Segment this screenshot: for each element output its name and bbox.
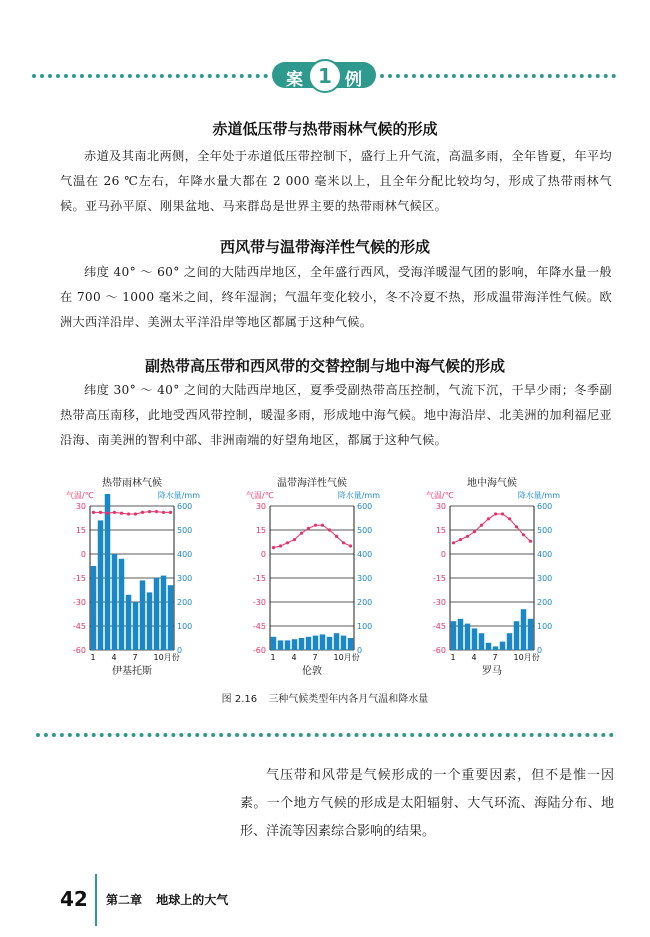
chart-ylabel-left: 气温/℃ xyxy=(426,491,454,500)
chart-temp-point xyxy=(487,517,490,520)
chart-temp-tick: -45 xyxy=(432,622,446,631)
case-badge-number: 1 xyxy=(308,59,342,93)
chart-x-tick: 7 xyxy=(492,653,498,662)
chart-precip-bar xyxy=(334,633,340,650)
chart-precip-tick: 200 xyxy=(357,598,373,607)
chart-temp-point xyxy=(148,510,151,513)
chart-precip-bar xyxy=(147,592,153,650)
chart-temp-point xyxy=(120,512,123,515)
chart-x-tick: 7 xyxy=(132,653,138,662)
chart-precip-bar xyxy=(299,638,305,650)
chart-precip-bar xyxy=(278,640,284,650)
climate-chart-2 xyxy=(246,476,380,677)
chart-ylabel-right: 降水量/mm xyxy=(517,491,560,500)
chart-station-name: 罗马 xyxy=(482,666,502,677)
chart-precip-bar xyxy=(458,619,464,650)
chart-x-tick: 1 xyxy=(270,653,276,662)
chart-precip-bar xyxy=(479,633,485,650)
footer-divider xyxy=(95,874,97,926)
chart-temp-point xyxy=(99,511,102,514)
chart-precip-bar xyxy=(514,621,520,650)
chart-temp-point xyxy=(141,511,144,514)
section-title-rainforest: 赤道低压带与热带雨林气候的形成 xyxy=(212,120,438,138)
chart-ylabel-right: 降水量/mm xyxy=(157,491,200,500)
chart-precip-tick: 100 xyxy=(177,622,193,631)
section-text-rainforest: 赤道及其南北两侧，全年处于赤道低压带控制下，盛行上升气流，高温多雨，全年皆夏，年平均气温在 26 ℃左右，年降水量大都在 2 000 毫米以上，且全年分配比较均匀，形成了热带雨林气候。亚马孙平原、刚果盆地、马来群岛是世界主要的热带雨林气候区。 xyxy=(60,149,612,213)
chart-temp-point xyxy=(494,512,497,515)
chart-temp-point xyxy=(293,538,296,541)
chart-precip-bar xyxy=(168,585,174,650)
chart-precip-bar xyxy=(105,494,111,650)
chart-precip-bar xyxy=(140,580,146,650)
chart-precip-bar xyxy=(126,595,132,650)
case-badge-left-char: 案 xyxy=(286,70,303,90)
header-dotted-line-left xyxy=(32,74,268,78)
chart-precip-bar xyxy=(271,637,277,650)
chart-temp-tick: -30 xyxy=(72,598,86,607)
chart-precip-tick: 600 xyxy=(177,502,193,511)
note-text: 气压带和风带是气候形成的一个重要因素，但不是惟一因素。一个地方气候的形成是太阳辐射、大气环流、海陆分布、地形、洋流等因素综合影响的结果。 xyxy=(240,768,614,839)
chart-temp-tick: 15 xyxy=(255,526,266,535)
chart-temp-point xyxy=(522,533,525,536)
chart-precip-bar xyxy=(320,634,326,650)
chart-temp-tick: -60 xyxy=(432,646,446,655)
chart-precip-tick: 500 xyxy=(357,526,373,535)
chart-temp-point xyxy=(307,527,310,530)
chart-temp-tick: 30 xyxy=(435,502,446,511)
chart-temp-point xyxy=(342,541,345,544)
chart-precip-tick: 0 xyxy=(357,646,363,655)
chart-temp-point xyxy=(508,517,511,520)
chart-temp-line xyxy=(274,525,351,547)
chart-x-tick: 10月份 xyxy=(153,653,180,662)
chart-precip-bar xyxy=(313,636,319,650)
chart-precip-tick: 0 xyxy=(177,646,183,655)
chart-temp-tick: 0 xyxy=(440,550,446,559)
chart-temp-point xyxy=(452,541,455,544)
chart-temp-tick: -15 xyxy=(432,574,446,583)
section-text-oceanic: 纬度 40° ～ 60° 之间的大陆西岸地区，全年盛行西风，受海洋暖湿气团的影响，年降水量一般在 700 ～ 1000 毫米之间，终年湿润；气温年变化较小，冬不冷夏不热，形成温带海洋性气候。欧洲大西洋沿岸、美洲太平洋沿岸等地区都属于这种气候。 xyxy=(60,265,612,329)
chart-temp-tick: 30 xyxy=(75,502,86,511)
chart-temp-tick: -30 xyxy=(252,598,266,607)
chart-temp-point xyxy=(279,544,282,547)
chart-temp-point xyxy=(480,524,483,527)
chart-title: 温带海洋性气候 xyxy=(277,478,347,489)
chart-precip-bar xyxy=(500,642,506,650)
chart-temp-line xyxy=(454,514,531,543)
chart-temp-point xyxy=(92,511,95,514)
chart-temp-point xyxy=(335,535,338,538)
chapter-label xyxy=(106,891,228,908)
climate-chart-1 xyxy=(66,476,200,677)
chart-temp-point xyxy=(466,535,469,538)
page-number: 42 xyxy=(60,887,88,911)
chart-temp-point xyxy=(501,512,504,515)
chart-temp-tick: 0 xyxy=(80,550,86,559)
chart-temp-tick: -45 xyxy=(72,622,86,631)
chart-temp-tick: -30 xyxy=(432,598,446,607)
chart-temp-tick: 15 xyxy=(75,526,86,535)
chart-temp-point xyxy=(134,512,137,515)
chart-precip-bar xyxy=(472,628,478,650)
chart-temp-point xyxy=(300,532,303,535)
chart-ylabel-left: 气温/℃ xyxy=(66,491,94,500)
header-dotted-line-right xyxy=(380,74,616,78)
chart-temp-tick: -15 xyxy=(72,574,86,583)
climate-charts xyxy=(60,470,600,690)
chart-temp-point xyxy=(473,530,476,533)
chart-precip-bar xyxy=(161,576,167,650)
chart-temp-point xyxy=(155,510,158,513)
chart-precip-tick: 500 xyxy=(537,526,553,535)
chart-temp-point xyxy=(314,524,317,527)
chart-precip-bar xyxy=(306,637,312,650)
chart-precip-bar xyxy=(486,643,492,650)
chart-precip-bar xyxy=(465,624,471,650)
chart-precip-bar xyxy=(528,619,534,650)
chart-precip-bar xyxy=(521,609,527,650)
chart-temp-point xyxy=(106,512,109,515)
chart-precip-bar xyxy=(341,636,347,650)
chart-precip-bar xyxy=(133,602,139,650)
chart-temp-point xyxy=(529,540,532,543)
chart-temp-point xyxy=(286,541,289,544)
section-text-mediterranean: 纬度 30° ～ 40° 之间的大陆西岸地区，夏季受副热带高压控制，气流下沉，干旱少雨；冬季副热带高压南移，此地受西风带控制，暖湿多雨，形成地中海气候。地中海沿岸、北美洲的加利福尼亚沿海、南美洲的智利中部、非洲南端的好望角地区，都属于这种气候。 xyxy=(60,383,612,447)
chart-station-name: 伊基托斯 xyxy=(112,666,152,677)
chart-temp-point xyxy=(321,524,324,527)
chart-x-tick: 4 xyxy=(471,653,477,662)
chart-precip-tick: 100 xyxy=(537,622,553,631)
chart-precip-tick: 0 xyxy=(537,646,543,655)
case-badge-right-char: 例 xyxy=(345,70,362,90)
section-title-oceanic: 西风带与温带海洋性气候的形成 xyxy=(219,238,430,256)
chart-ylabel-right: 降水量/mm xyxy=(337,491,380,500)
chart-precip-tick: 400 xyxy=(177,550,193,559)
climate-charts-svg xyxy=(60,470,600,690)
chart-precip-tick: 600 xyxy=(357,502,373,511)
chart-precip-tick: 300 xyxy=(537,574,553,583)
figure-caption-text: 三种气候类型年内各月气温和降水量 xyxy=(268,694,429,705)
chart-precip-bar xyxy=(112,554,118,650)
chart-temp-point xyxy=(272,546,275,549)
case-badge xyxy=(272,62,376,88)
chart-precip-bar xyxy=(451,621,457,650)
chart-precip-tick: 400 xyxy=(537,550,553,559)
chart-precip-bar xyxy=(98,520,104,650)
chart-precip-tick: 300 xyxy=(177,574,193,583)
chart-temp-point xyxy=(349,544,352,547)
chart-temp-point xyxy=(169,511,172,514)
chart-precip-bar xyxy=(154,578,160,650)
section-title-mediterranean: 副热带高压带和西风带的交替控制与地中海气候的形成 xyxy=(144,357,505,375)
chart-temp-tick: -15 xyxy=(252,574,266,583)
chart-x-tick: 10月份 xyxy=(513,653,540,662)
chart-title: 地中海气候 xyxy=(467,478,517,489)
chart-precip-bar xyxy=(327,637,333,650)
chart-temp-point xyxy=(113,511,116,514)
chapter-number: 第二章 xyxy=(106,893,143,907)
chart-temp-point xyxy=(459,538,462,541)
chart-precip-tick: 200 xyxy=(177,598,193,607)
chart-temp-point xyxy=(127,512,130,515)
chart-station-name: 伦敦 xyxy=(302,666,322,677)
chart-precip-bar xyxy=(292,639,298,650)
chart-ylabel-left: 气温/℃ xyxy=(246,491,274,500)
chart-precip-tick: 500 xyxy=(177,526,193,535)
chart-title: 热带雨林气候 xyxy=(102,478,162,489)
chart-x-tick: 7 xyxy=(312,653,318,662)
chapter-title: 地球上的大气 xyxy=(156,893,229,907)
divider-dotted-line xyxy=(36,733,614,737)
chart-precip-tick: 100 xyxy=(357,622,373,631)
chart-temp-tick: 30 xyxy=(255,502,266,511)
chart-precip-bar xyxy=(285,640,291,650)
chart-precip-tick: 300 xyxy=(357,574,373,583)
chart-x-tick: 4 xyxy=(291,653,297,662)
chart-temp-tick: -60 xyxy=(72,646,86,655)
chart-temp-tick: 15 xyxy=(435,526,446,535)
chart-precip-bar xyxy=(119,559,125,650)
chart-x-tick: 4 xyxy=(111,653,117,662)
chart-temp-tick: -45 xyxy=(252,622,266,631)
chart-precip-tick: 600 xyxy=(537,502,553,511)
chart-precip-tick: 200 xyxy=(537,598,553,607)
chart-precip-tick: 400 xyxy=(357,550,373,559)
chart-x-tick: 1 xyxy=(450,653,456,662)
chart-temp-tick: 0 xyxy=(260,550,266,559)
chart-precip-bar xyxy=(91,566,97,650)
chart-temp-point xyxy=(328,528,331,531)
chart-precip-bar xyxy=(507,633,513,650)
figure-caption xyxy=(0,690,650,705)
chart-temp-tick: -60 xyxy=(252,646,266,655)
chart-x-tick: 1 xyxy=(90,653,96,662)
chart-temp-point xyxy=(515,525,518,528)
chart-precip-bar xyxy=(348,638,354,650)
figure-number: 图 2.16 xyxy=(221,694,258,705)
chart-x-tick: 10月份 xyxy=(333,653,360,662)
climate-chart-3 xyxy=(426,476,560,677)
chart-precip-bar xyxy=(493,646,499,650)
chart-temp-point xyxy=(162,511,165,514)
